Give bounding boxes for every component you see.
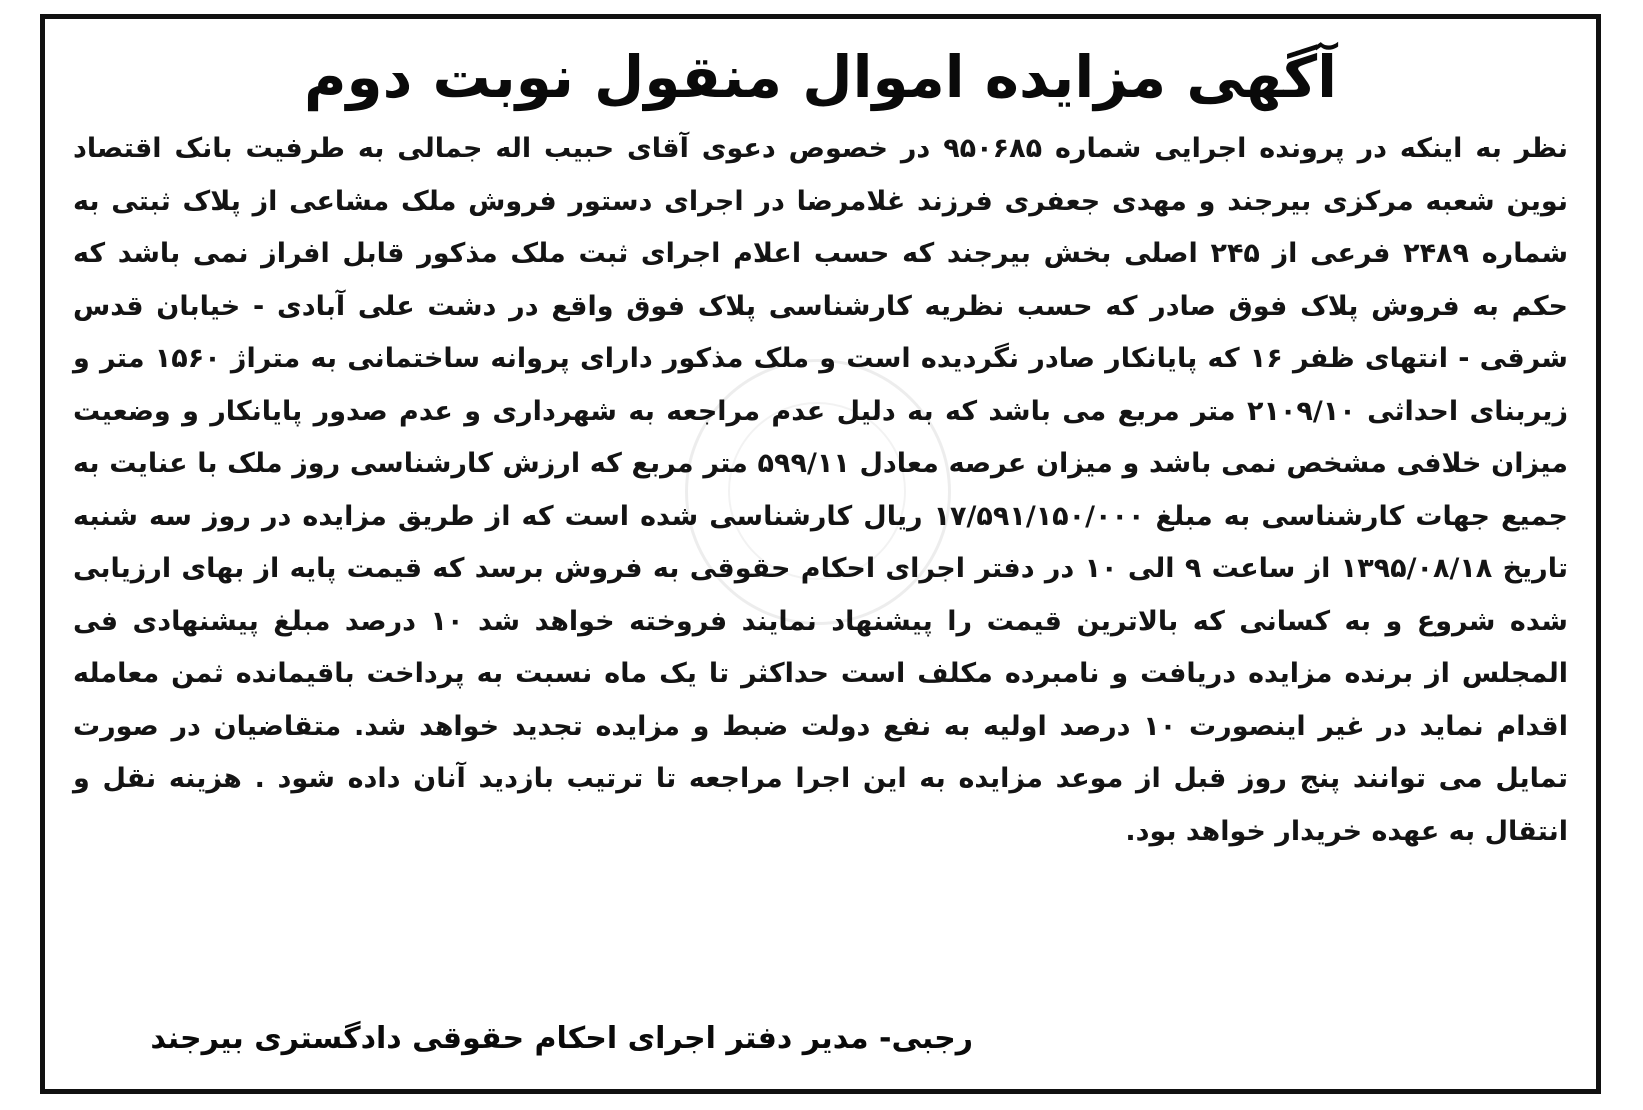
- auction-notice: [40, 14, 1601, 1094]
- notice-title: آگهی مزایده اموال منقول نوبت دوم: [304, 43, 1337, 111]
- notice-signature: رجبی- مدیر دفتر اجرای احکام حقوقی دادگستری بیرجند: [150, 1021, 973, 1056]
- notice-body: نظر به اینکه در پرونده اجرایی شماره ۹۵۰۶۸۵ در خصوص دعوی آقای حبیب اله جمالی به طرفیت بانک اقتصاد نوین شعبه مرکزی بیرجند و مهدی جعفری فرزند غلامرضا در اجرای دستور فروش ملک مشاعی از پلاک ثبتی به شماره ۲۴۸۹ فرعی از ۲۴۵ اصلی بخش بیرجند که حسب اعلام اجرای ثبت ملک مذکور قابل افراز نمی باشد که حکم به فروش پلاک فوق صادر که حسب نظریه کارشناسی پلاک فوق واقع در دشت علی آبادی - خیابان قدس شرقی - انتهای ظفر ۱۶ که پایانکار صادر نگردیده است و ملک مذکور دارای پروانه ساختمانی به متراژ ۱۵۶۰ متر و زیربنای احداثی ۲۱۰۹/۱۰ متر مربع می باشد که به دلیل عدم مراجعه به شهرداری و عدم صدور پایانکار و وضعیت میزان خلافی مشخص نمی باشد و میزان عرصه معادل ۵۹۹/۱۱ متر مربع که ارزش کارشناسی روز ملک با عنایت به جمیع جهات کارشناسی به مبلغ ۱۷/۵۹۱/۱۵۰/۰۰۰ ریال کارشناسی شده است که از طریق مزایده در روز سه شنبه تاریخ ۱۳۹۵/۰۸/۱۸ از ساعت ۹ الی ۱۰ در دفتر اجرای احکام حقوقی به فروش برسد که قیمت پایه از بهای ارزیابی شده شروع و به کسانی که بالاترین قیمت را پیشنهاد نمایند فروخته خواهد شد ۱۰ درصد مبلغ پیشنهادی فی المجلس از برنده مزایده دریافت و نامبرده مکلف است حداکثر تا یک ماه نسبت به پرداخت باقیمانده ثمن معامله اقدام نماید در غیر اینصورت ۱۰ درصد اولیه به نفع دولت ضبط و مزایده تجدید خواهد شد. متقاضیان در صورت تمایل می توانند پنج روز قبل از موعد مزایده به این اجرا مراجعه تا ترتیب بازدید آنان داده شود . هزینه نقل و انتقال به عهده خریدار خواهد بود.: [73, 133, 1568, 847]
